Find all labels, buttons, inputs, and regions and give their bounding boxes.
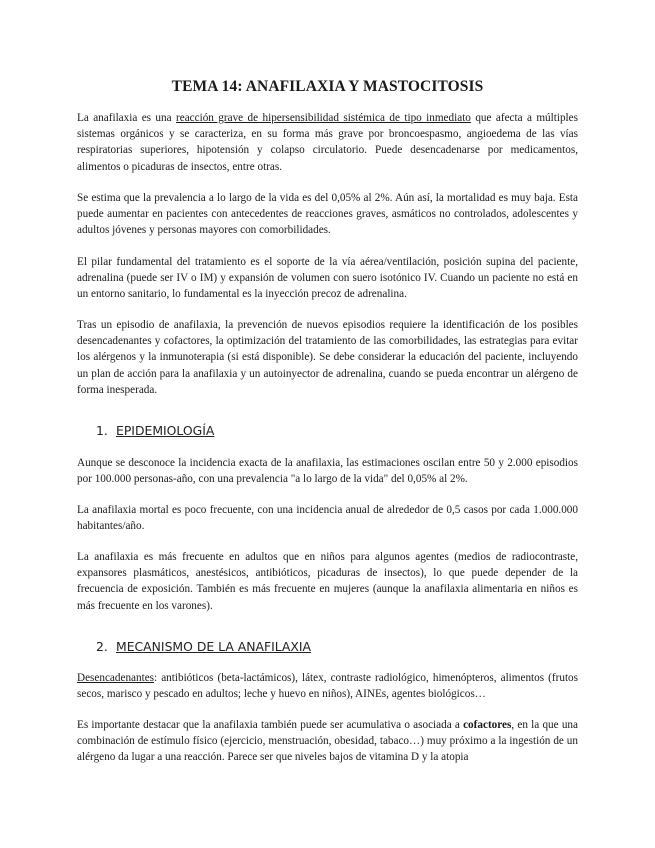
intro-paragraph-1 <box>77 110 578 175</box>
intro-p1-underlined: reacción grave de hipersensibilidad sistémica de tipo inmediato <box>176 112 471 124</box>
section-2-p2-end: , en la que una combinación de estímulo físico (ejercicio, menstruación, obesidad, tabaco…) muy próximo a la ingestión de un alérgeno da lugar a una reacción. Parece ser que niveles bajos de vitamina D y la atopia <box>77 719 578 764</box>
section-2-p1-underlined: Desencadenantes <box>77 672 155 684</box>
section-1-paragraph-2: La anafilaxia mortal es poco frecuente, con una incidencia anual de alrededor de 0,5 casos por cada 1.000.000 habitantes/año. <box>77 504 578 533</box>
section-1-paragraph-3: La anafilaxia es más frecuente en adultos que en niños para algunos agentes (medios de radiocontraste, expansores plasmáticos, anestésicos, antibióticos, picaduras de insectos), lo que puede depender de la frecuencia de exposición. También es más frecuente en mujeres (aunque la anafilaxia alimentaria en niños es más frecuente en los varones). <box>77 551 578 612</box>
section-1-title: EPIDEMIOLOGÍA <box>116 423 215 438</box>
section-2-title: MECANISMO DE LA ANAFILAXIA <box>116 639 312 654</box>
section-1-number: 1. <box>96 423 108 438</box>
page-title: TEMA 14: ANAFILAXIA Y MASTOCITOSIS <box>171 78 484 95</box>
section-1-paragraph-1: Aunque se desconoce la incidencia exacta de la anafilaxia, las estimaciones oscilan entre 50 y 2.000 episodios por 100.000 personas-año, con una prevalencia "a lo largo de la vida" del 0,05% al 2%. <box>77 457 578 486</box>
intro-p1-start: La anafilaxia es una <box>77 112 176 124</box>
section-2-p1-rest: : antibióticos (beta-lactámicos), látex, contraste radiológico, himenópteros, alimentos (frutos secos, marisco y pescado en adultos; leche y huevo en niños), AINEs, agentes biológicos… <box>77 672 578 701</box>
section-2-number: 2. <box>96 639 108 654</box>
section-2-p2-start: Es importante destacar que la anafilaxia también puede ser acumulativa o asociada a <box>77 719 464 731</box>
intro-paragraph-3: El pilar fundamental del tratamiento es el soporte de la vía aérea/ventilación, posición supina del paciente, adrenalina (puede ser IV o IM) y expansión de volumen con suero isotónico IV. Cuando un paciente no está en un entorno sanitario, lo fundamental es la inyección precoz de adrenalina. <box>77 256 578 301</box>
section-2-paragraph-2 <box>77 717 578 766</box>
intro-paragraph-4: Tras un episodio de anafilaxia, la prevención de nuevos episodios requiere la identificación de los posibles desencadenantes y cofactores, la optimización del tratamiento de las comorbilidades, las estrategias para evitar los alérgenos y la inmunoterapia (si está disponible). Se debe considerar la educación del paciente, incluyendo un plan de acción para la anafilaxia y un autoinyector de adrenalina, cuando se pueda encontrar un alérgeno de forma inesperada. <box>77 319 578 396</box>
intro-paragraph-2: Se estima que la prevalencia a lo largo de la vida es del 0,05% al 2%. Aún así, la mortalidad es muy baja. Esta puede aumentar en pacientes con antecedentes de reacciones graves, asmáticos no controlados, adolescentes y adultos jóvenes y personas mayores con comorbilidades. <box>77 192 578 237</box>
section-1-heading <box>96 423 214 438</box>
intro-p1-end: que afecta a múltiples sistemas orgánicos y se caracteriza, en su forma más grave por broncoespasmo, angioedema de las vías respiratorias superiores, hipotensión y colapso circulatorio. Puede desencadenarse por medicamentos, alimentos o picaduras de insectos, entre otras. <box>77 112 578 173</box>
section-2-heading <box>96 639 311 654</box>
section-2-paragraph-1 <box>77 670 578 702</box>
section-2-p2-bold: cofactores <box>463 719 512 731</box>
